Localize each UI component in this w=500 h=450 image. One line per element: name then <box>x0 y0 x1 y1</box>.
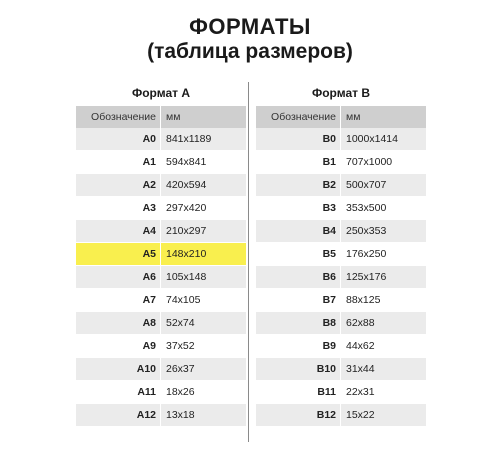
header-designation: Обозначение <box>91 111 156 123</box>
format-b-rows <box>256 128 426 427</box>
format-designation: B9 <box>322 340 336 352</box>
format-size-mm: 22x31 <box>346 386 375 398</box>
format-b-caption: Формат В <box>311 86 370 100</box>
page-subtitle: (таблица размеров) <box>147 40 353 63</box>
format-size-mm: 125x176 <box>346 271 387 283</box>
format-size-mm: 707x1000 <box>346 156 393 168</box>
format-b-header <box>256 106 426 128</box>
format-designation: B12 <box>316 409 336 421</box>
format-size-mm: 62x88 <box>346 317 375 329</box>
header-mm: мм <box>166 111 181 123</box>
format-size-mm: 1000x1414 <box>346 133 398 145</box>
table-row <box>256 289 426 312</box>
format-size-mm: 148x210 <box>166 248 207 260</box>
format-size-mm: 500x707 <box>346 179 387 191</box>
format-designation: A10 <box>136 363 156 375</box>
table-row <box>256 174 426 197</box>
format-designation: B11 <box>317 386 336 398</box>
format-designation: B1 <box>322 156 336 168</box>
table-row <box>76 312 246 335</box>
format-designation: B5 <box>322 248 336 260</box>
table-row <box>256 312 426 335</box>
table-row <box>256 128 426 151</box>
format-size-mm: 88x125 <box>346 294 381 306</box>
format-size-mm: 297x420 <box>166 202 207 214</box>
format-size-mm: 210x297 <box>166 225 207 237</box>
table-row <box>76 289 246 312</box>
format-b-table <box>256 82 426 427</box>
format-designation: A4 <box>142 225 156 237</box>
table-row <box>256 151 426 174</box>
format-size-mm: 420x594 <box>166 179 207 191</box>
format-designation: A6 <box>142 271 156 283</box>
format-designation: A3 <box>142 202 156 214</box>
table-row <box>76 220 246 243</box>
table-row <box>256 381 426 404</box>
header-mm: мм <box>346 111 361 123</box>
format-designation: B10 <box>316 363 336 375</box>
table-row <box>76 174 246 197</box>
format-designation: A1 <box>142 156 156 168</box>
format-designation: A0 <box>142 133 156 145</box>
table-row <box>76 358 246 381</box>
format-designation: B2 <box>322 179 336 191</box>
table-row <box>256 266 426 289</box>
table-row <box>256 197 426 220</box>
format-a-table <box>76 82 246 427</box>
format-size-mm: 250x353 <box>346 225 387 237</box>
table-row <box>76 335 246 358</box>
format-size-mm: 594x841 <box>166 156 207 168</box>
format-size-mm: 31x44 <box>346 363 375 375</box>
format-size-mm: 105x148 <box>166 271 207 283</box>
table-row <box>256 220 426 243</box>
table-row <box>76 243 246 266</box>
table-row <box>76 404 246 427</box>
format-size-mm: 13x18 <box>166 409 195 421</box>
header-designation: Обозначение <box>271 111 336 123</box>
format-designation: A9 <box>142 340 156 352</box>
format-size-mm: 176x250 <box>346 248 387 260</box>
column-divider <box>248 82 249 442</box>
table-row <box>256 358 426 381</box>
table-row <box>76 151 246 174</box>
format-a-rows <box>76 128 246 427</box>
format-size-mm: 353x500 <box>346 202 387 214</box>
format-a-header <box>76 106 246 128</box>
table-row <box>256 404 426 427</box>
format-designation: A8 <box>142 317 156 329</box>
table-row <box>256 335 426 358</box>
format-size-mm: 52x74 <box>166 317 195 329</box>
format-designation: A12 <box>136 409 156 421</box>
table-row <box>76 266 246 289</box>
format-designation: B3 <box>322 202 336 214</box>
table-row <box>76 197 246 220</box>
format-designation: A7 <box>142 294 156 306</box>
format-size-mm: 74x105 <box>166 294 201 306</box>
format-designation: A2 <box>142 179 156 191</box>
format-a-caption: Формат А <box>131 86 190 100</box>
format-size-mm: 26x37 <box>166 363 195 375</box>
page-title: ФОРМАТЫ <box>189 14 311 39</box>
format-designation: B0 <box>322 133 336 145</box>
format-designation: A11 <box>137 386 156 398</box>
format-designation: A5 <box>142 248 156 260</box>
table-row <box>76 128 246 151</box>
format-size-mm: 15x22 <box>346 409 375 421</box>
format-designation: B6 <box>322 271 336 283</box>
format-designation: B4 <box>322 225 336 237</box>
format-size-mm: 44x62 <box>346 340 375 352</box>
format-size-mm: 841x1189 <box>166 133 212 145</box>
table-row <box>76 381 246 404</box>
table-row <box>256 243 426 266</box>
format-designation: B8 <box>322 317 336 329</box>
format-size-mm: 18x26 <box>166 386 195 398</box>
format-designation: B7 <box>322 294 336 306</box>
format-size-mm: 37x52 <box>166 340 195 352</box>
